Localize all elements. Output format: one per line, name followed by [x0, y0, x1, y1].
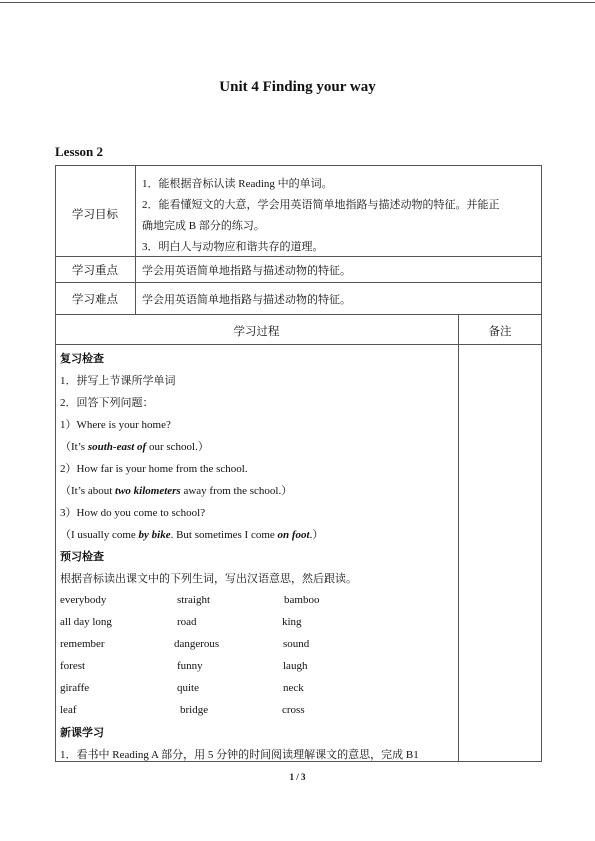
- process-header: 学习过程: [233, 326, 280, 338]
- row-divider: [55, 344, 542, 345]
- row-divider: [55, 314, 542, 315]
- answer-suffix: away from the school.）: [180, 485, 293, 497]
- vocab-word: remember: [60, 638, 105, 650]
- review-answer: [60, 526, 323, 542]
- vocab-word: all day long: [60, 616, 112, 628]
- label-column-divider: [135, 165, 136, 314]
- answer-emphasis: on foot: [277, 529, 310, 541]
- vocab-word: giraffe: [60, 682, 90, 694]
- key-points-label: 学习重点: [72, 265, 118, 277]
- page-number: 1 / 3: [289, 772, 306, 782]
- lesson-heading: Lesson 2: [55, 144, 104, 159]
- page-title: Unit 4 Finding your way: [219, 79, 376, 95]
- objectives-label: 学习目标: [72, 209, 118, 221]
- answer-mark: ’s: [77, 441, 88, 453]
- answer-prefix: （It: [60, 441, 78, 453]
- review-line: 2．回答下列问题：: [60, 397, 154, 409]
- vocab-word: neck: [283, 682, 304, 694]
- vocab-word: bamboo: [284, 594, 320, 606]
- difficulties-label: 学习难点: [72, 294, 118, 306]
- preview-heading: 预习检查: [60, 551, 104, 563]
- answer-prefix: （It: [60, 485, 78, 497]
- key-points-text: 学会用英语简单地指路与描述动物的特征。: [142, 265, 351, 277]
- vocab-word: leaf: [60, 704, 77, 716]
- review-question: 2）How far is your home from the school.: [60, 463, 248, 475]
- answer-suffix: our school.）: [146, 441, 209, 453]
- difficulties-text: 学会用英语简单地指路与描述动物的特征。: [142, 294, 351, 306]
- review-answer: [60, 438, 209, 454]
- answer-mark: ’s about: [77, 485, 116, 497]
- new-lesson-line: 1．看书中 Reading A 部分，用 5 分钟的时间阅读理解课文的意思，完成 B1: [60, 749, 419, 761]
- vocab-word: forest: [60, 660, 86, 672]
- notes-column-divider: [458, 314, 459, 762]
- answer-emphasis: south-east of: [87, 441, 147, 453]
- vocab-word: bridge: [180, 704, 209, 716]
- answer-emphasis: two kilometers: [115, 485, 181, 497]
- answer-suffix: .）: [309, 529, 324, 541]
- objective-line: 3．明白人与动物应和谐共存的道理。: [142, 241, 324, 253]
- top-rule: [0, 2, 595, 3]
- review-line: 1．拼写上节课所学单词: [60, 375, 176, 387]
- new-lesson-heading: 新课学习: [60, 727, 104, 739]
- row-divider: [55, 256, 542, 257]
- answer-middle: . But sometimes I come: [170, 529, 278, 541]
- objective-line: 1．能根据音标认读 Reading 中的单词。: [142, 178, 333, 190]
- vocab-word: laugh: [283, 660, 308, 672]
- preview-instruction: 根据音标读出课文中的下列生词，写出汉语意思，然后跟读。: [60, 573, 357, 585]
- objective-line: 确地完成 B 部分的练习。: [142, 220, 265, 232]
- vocab-word: quite: [177, 682, 199, 694]
- review-heading: 复习检查: [60, 353, 104, 365]
- vocab-word: cross: [282, 704, 305, 716]
- vocab-word: funny: [177, 660, 203, 672]
- answer-prefix: （I usually come: [60, 529, 139, 541]
- vocab-word: dangerous: [174, 638, 220, 650]
- vocab-word: king: [282, 616, 302, 628]
- review-question: 3）How do you come to school?: [60, 507, 206, 519]
- review-answer: [60, 482, 292, 498]
- answer-emphasis: by bike: [138, 529, 171, 541]
- vocab-word: sound: [283, 638, 310, 650]
- vocab-word: straight: [177, 594, 210, 606]
- notes-header: 备注: [488, 326, 512, 338]
- vocab-word: everybody: [60, 594, 107, 606]
- objective-line: 2．能看懂短文的大意，学会用英语简单地指路与描述动物的特征。并能正: [142, 199, 500, 211]
- vocab-word: road: [177, 616, 197, 628]
- row-divider: [55, 282, 542, 283]
- review-question: 1）Where is your home?: [60, 419, 171, 431]
